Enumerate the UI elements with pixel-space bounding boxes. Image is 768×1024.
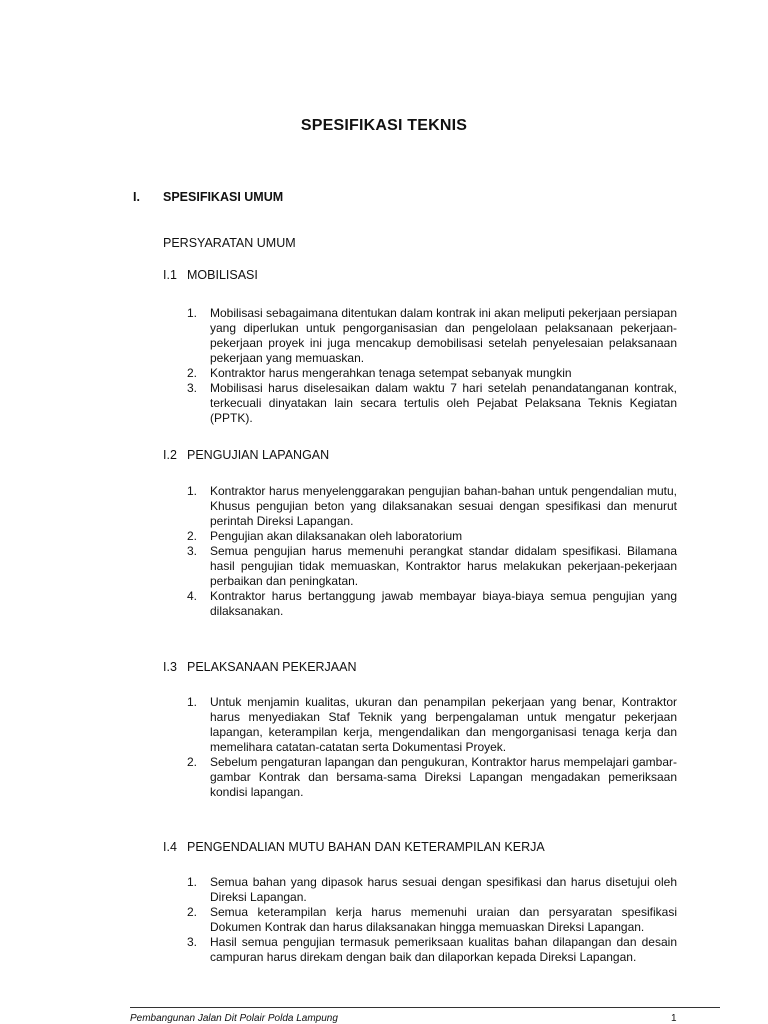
list-item-text: Sebelum pengaturan lapangan dan pengukuran, Kontraktor harus mempelajari gambar-gambar Kontrak dan bersama-sama Direksi Lapangan mengadakan pemeriksaan kondisi lapangan.	[210, 755, 677, 799]
section-list	[187, 695, 677, 800]
section-heading	[163, 840, 545, 854]
list-item-text: Mobilisasi sebagaimana ditentukan dalam kontrak ini akan meliputi pekerjaan persiapan yang diperlukan untuk pengorganisasian dan pengelolaan pelaksanaan pekerjaan-pekerjaan proyek ini juga mencakup demobilisasi setelah penyelesaian pelaksanaan pekerjaan yang memuaskan.	[210, 306, 677, 365]
footer-text: Pembangunan Jalan Dit Polair Polda Lampung	[130, 1013, 338, 1024]
list-item-text: Kontraktor harus bertanggung jawab membayar biaya-biaya semua pengujian yang dilaksanakan.	[210, 589, 677, 618]
section-title: PELAKSANAAN PEKERJAAN	[187, 660, 357, 674]
list-item: 1. Mobilisasi sebagaimana ditentukan dalam kontrak ini akan meliputi pekerjaan persiapan yang diperlukan untuk pengorganisasian dan pengelolaan pelaksanaan pekerjaan-pekerjaan proyek ini juga mencakup demobilisasi setelah penyelesaian pelaksanaan pekerjaan yang memuaskan.	[187, 306, 677, 365]
list-item-text: Hasil semua pengujian termasuk pemeriksaan kualitas bahan dilapangan dan desain campuran harus direkam dengan baik dan dilaporkan kepada Direksi Lapangan.	[210, 935, 677, 964]
list-item: 2. Sebelum pengaturan lapangan dan pengukuran, Kontraktor harus mempelajari gambar-gambar Kontrak dan bersama-sama Direksi Lapangan mengadakan pemeriksaan kondisi lapangan.	[187, 755, 677, 799]
section-number: I.4	[163, 840, 177, 854]
chapter-number: I.	[133, 190, 140, 204]
section-title: MOBILISASI	[187, 268, 258, 282]
section-list	[187, 306, 677, 426]
list-item-text: Semua pengujian harus memenuhi perangkat standar didalam spesifikasi. Bilamana hasil pengujian tidak memuaskan, Kontraktor harus melakukan pekerjaan-pekerjaan perbaikan dan peningkatan.	[210, 544, 677, 588]
list-item: 3. Mobilisasi harus diselesaikan dalam waktu 7 hari setelah penandatanganan kontrak, terkecuali dinyatakan lain secara tertulis oleh Pejabat Pelaksana Teknis Kegiatan (PPTK).	[187, 381, 677, 425]
list-item: 3. Hasil semua pengujian termasuk pemeriksaan kualitas bahan dilapangan dan desain campuran harus direkam dengan baik dan dilaporkan kepada Direksi Lapangan.	[187, 935, 677, 964]
list-item: 2. Pengujian akan dilaksanakan oleh laboratorium	[187, 529, 463, 543]
chapter-heading	[133, 190, 283, 204]
section-list	[187, 875, 677, 965]
list-item: 4. Kontraktor harus bertanggung jawab membayar biaya-biaya semua pengujian yang dilaksanakan.	[187, 589, 677, 618]
document-title: SPESIFIKASI TEKNIS	[300, 117, 468, 134]
list-item-text: Kontraktor harus menyelenggarakan pengujian bahan-bahan untuk pengendalian mutu, Khusus pengujian beton yang dilaksanakan sesuai dengan spesifikasi dan menurut perintah Direksi Lapangan.	[210, 484, 677, 528]
section-title: PENGENDALIAN MUTU BAHAN DAN KETERAMPILAN KERJA	[187, 840, 545, 854]
list-item-text: Semua keterampilan kerja harus memenuhi uraian dan persyaratan spesifikasi Dokumen Kontrak dan harus dilaksanakan hingga memuaskan Direksi Lapangan.	[210, 905, 677, 934]
section-heading	[163, 448, 329, 462]
page-number: 1	[671, 1013, 677, 1024]
list-item-text: Mobilisasi harus diselesaikan dalam waktu 7 hari setelah penandatanganan kontrak, terkecuali dinyatakan lain secara tertulis oleh Pejabat Pelaksana Teknis Kegiatan (PPTK).	[210, 381, 677, 425]
list-item-text: Pengujian akan dilaksanakan oleh laboratorium	[210, 529, 463, 543]
list-item-text: Untuk menjamin kualitas, ukuran dan penampilan pekerjaan yang benar, Kontraktor harus menyediakan Staf Teknik yang berpengalaman untuk mengatur pekerjaan lapangan, keterampilan kerja, mengendalikan dan mengorganisasi tenaga kerja dan memelihara catatan-catatan serta Dokumentasi Proyek.	[210, 695, 677, 754]
list-item: 2. Kontraktor harus mengerahkan tenaga setempat sebanyak mungkin	[187, 366, 572, 380]
section-list	[187, 484, 677, 619]
list-item: 1. Untuk menjamin kualitas, ukuran dan penampilan pekerjaan yang benar, Kontraktor harus menyediakan Staf Teknik yang berpengalaman untuk mengatur pekerjaan lapangan, keterampilan kerja, mengendalikan dan mengorganisasi tenaga kerja dan memelihara catatan-catatan serta Dokumentasi Proyek.	[187, 695, 677, 754]
list-item: 1. Kontraktor harus menyelenggarakan pengujian bahan-bahan untuk pengendalian mutu, Khusus pengujian beton yang dilaksanakan sesuai dengan spesifikasi dan menurut perintah Direksi Lapangan.	[187, 484, 677, 528]
footer-divider	[130, 1007, 720, 1008]
section-title: PENGUJIAN LAPANGAN	[187, 448, 330, 462]
section-heading	[163, 268, 258, 282]
chapter-title: SPESIFIKASI UMUM	[163, 190, 284, 204]
section-number: I.1	[163, 268, 177, 282]
list-item-text: Kontraktor harus mengerahkan tenaga setempat sebanyak mungkin	[210, 366, 572, 380]
general-requirements-heading: PERSYARATAN UMUM	[163, 236, 296, 250]
list-item: 2. Semua keterampilan kerja harus memenuhi uraian dan persyaratan spesifikasi Dokumen Kontrak dan harus dilaksanakan hingga memuaskan Direksi Lapangan.	[187, 905, 677, 934]
list-item-text: Semua bahan yang dipasok harus sesuai dengan spesifikasi dan harus disetujui oleh Direksi Lapangan.	[210, 875, 677, 904]
list-item: 3. Semua pengujian harus memenuhi perangkat standar didalam spesifikasi. Bilamana hasil pengujian tidak memuaskan, Kontraktor harus melakukan pekerjaan-pekerjaan perbaikan dan peningkatan.	[187, 544, 677, 588]
section-number: I.2	[163, 448, 177, 462]
list-item: 1. Semua bahan yang dipasok harus sesuai dengan spesifikasi dan harus disetujui oleh Direksi Lapangan.	[187, 875, 677, 904]
section-number: I.3	[163, 660, 177, 674]
section-heading	[163, 660, 357, 674]
